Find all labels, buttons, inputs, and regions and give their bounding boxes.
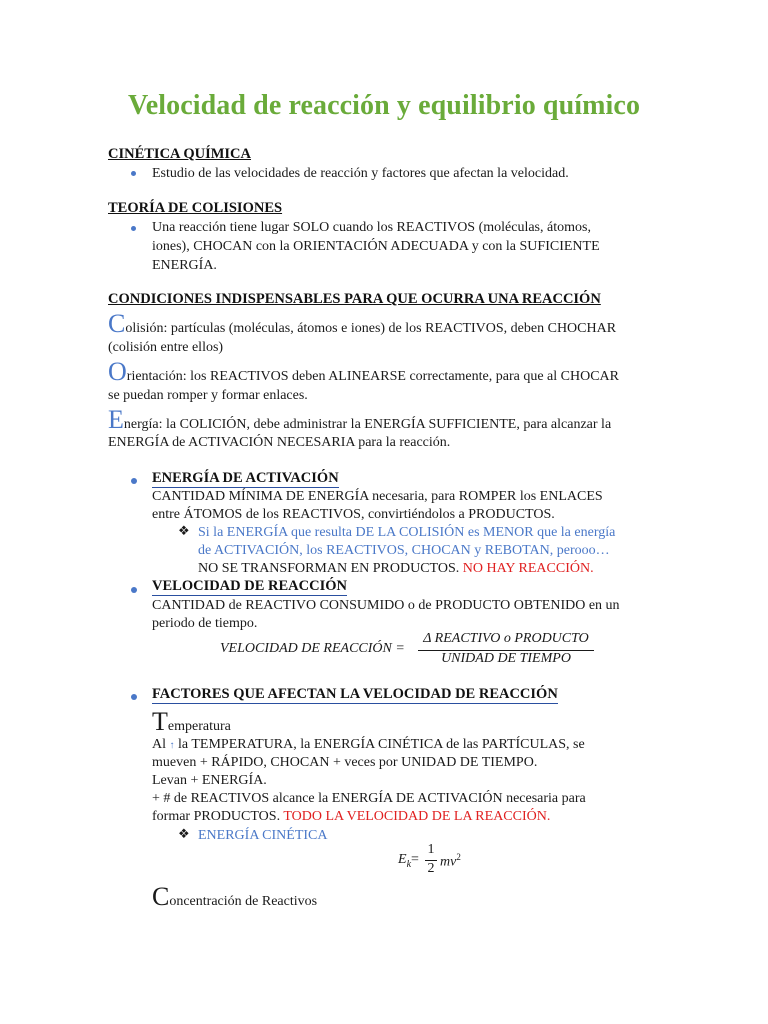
velocidad-line2: periodo de tiempo. [152,616,258,631]
bullet-dot-icon [131,478,137,484]
heading-factores: FACTORES QUE AFECTAN LA VELOCIDAD DE REACCIÓN [152,686,558,702]
formula-ek: $E_k=$ [398,852,419,870]
condicion-colision: Colisión: partículas (moléculas, átomos e iones) de los REACTIVOS, deben CHOCHAR [108,309,617,338]
factor-temperatura: Temperatura [152,707,231,736]
colisiones-line1: Una reacción tiene lugar SOLO cuando los REACTIVOS (moléculas, átomos, [152,220,591,235]
temperatura-line3: Levan + ENERGÍA. [152,773,267,788]
condicion-colision-line2: (colisión entre ellos) [108,340,224,355]
heading-activacion: ENERGÍA DE ACTIVACIÓN [152,470,339,486]
activacion-line2: entre ÁTOMOS de los REACTIVOS, convirtiéndolos a PRODUCTOS. [152,507,555,522]
formula-velocidad-num: Δ REACTIVO o PRODUCTO [423,631,589,646]
temperatura-line2: mueven + RÁPIDO, CHOCAN + veces por UNIDAD DE TIEMPO. [152,755,538,770]
initial-letter-t: T [152,707,168,736]
activacion-sub-line2: de ACTIVACIÓN, los REACTIVOS, CHOCAN y REBOTAN, perooo… [198,543,610,558]
activacion-sub-line3: NO SE TRANSFORMAN EN PRODUCTOS. NO HAY REACCIÓN. [198,561,594,576]
cinetica-text: Estudio de las velocidades de reacción y factores que afectan la velocidad. [152,166,569,181]
sub-energia-cinetica: ENERGÍA CINÉTICA [198,828,328,843]
up-arrow-icon: ↑ [169,740,175,751]
heading-cinetica: CINÉTICA QUÍMICA [108,146,252,162]
formula-ek-rhs: $mv^2$ [440,852,461,870]
heading-colisiones: TEORÍA DE COLISIONES [108,200,283,216]
colisiones-line2: iones), CHOCAN con la ORIENTACIÓN ADECUADA y con la SUFICIENTE [152,239,600,254]
condicion-orientacion: Orientación: los REACTIVOS deben ALINEARSE correctamente, para que al CHOCAR [108,357,619,386]
formula-velocidad-lhs: VELOCIDAD DE REACCIÓN = [220,641,405,656]
bullet-dot-icon [131,694,137,700]
colisiones-line3: ENERGÍA. [152,258,217,273]
formula-ek-num: 1 [427,842,435,857]
activacion-sub-line1: Si la ENERGÍA que resulta DE LA COLISIÓN es MENOR que la energía [198,525,616,540]
activacion-line1: CANTIDAD MÍNIMA DE ENERGÍA necesaria, para ROMPER los ENLACES [152,489,603,504]
temperatura-line5: formar PRODUCTOS. TODO LA VELOCIDAD DE LA REACCIÓN. [152,809,551,824]
velocidad-line1: CANTIDAD de REACTIVO CONSUMIDO o de PRODUCTO OBTENIDO en un [152,598,620,613]
condicion-energia: Energía: la COLICIÓN, debe administrar la ENERGÍA SUFFICIENTE, para alcanzar la [108,405,612,434]
diamond-bullet-icon: ❖ [178,523,190,538]
heading-velocidad: VELOCIDAD DE REACCIÓN [152,578,347,594]
bullet-dot-icon [131,171,136,176]
formula-ek-den: 2 [427,861,435,876]
initial-letter-c2: C [152,882,170,911]
temperatura-line4: + # de REACTIVOS alcance la ENERGÍA DE ACTIVACIÓN necesaria para [152,791,586,806]
condicion-energia-line2: ENERGÍA de ACTIVACIÓN NECESARIA para la reacción. [108,435,451,450]
initial-letter-o: O [108,357,127,386]
heading-condiciones: CONDICIONES INDISPENSABLES PARA QUE OCURRA UNA REACCIÓN [108,291,601,307]
bullet-dot-icon [131,226,136,231]
initial-letter-e: E [108,405,124,434]
condicion-orientacion-line2: se puedan romper y formar enlaces. [108,388,308,403]
temperatura-line1: Al ↑ la TEMPERATURA, la ENERGÍA CINÉTICA de las PARTÍCULAS, se [152,737,585,752]
formula-velocidad-den: UNIDAD DE TIEMPO [441,651,571,666]
page-title: Velocidad de reacción y equilibrio químico [127,90,641,121]
diamond-bullet-icon: ❖ [178,826,190,841]
bullet-dot-icon [131,587,137,593]
factor-concentracion: Concentración de Reactivos [152,882,318,911]
initial-letter-c: C [108,309,126,338]
